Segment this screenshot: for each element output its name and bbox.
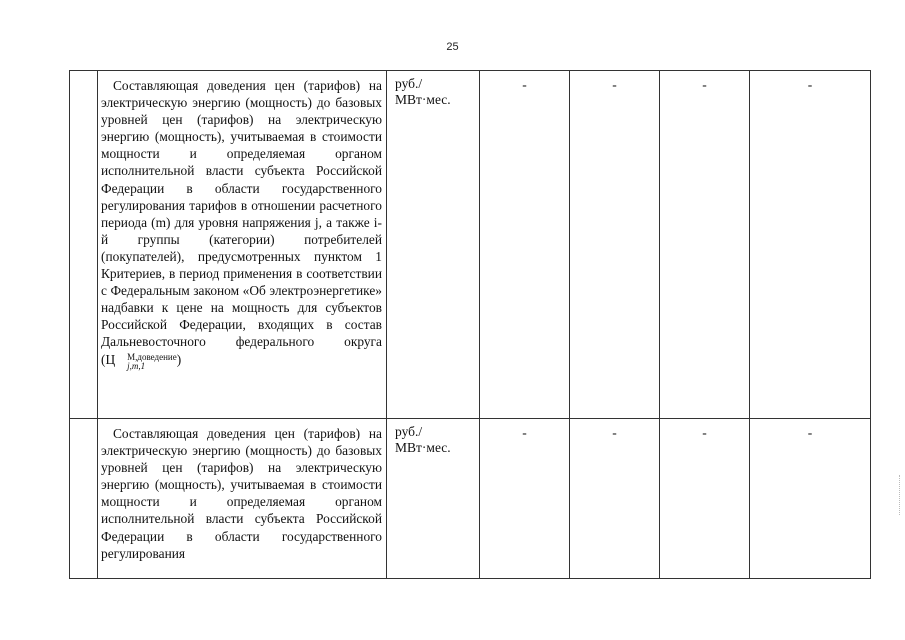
description-cell [98,419,387,579]
row-number-cell [70,71,98,419]
value-cell: - [660,419,750,579]
unit-line-1: руб./ [395,424,423,439]
tariff-table [69,70,871,579]
row-number-cell [70,419,98,579]
page-number: 25 [446,41,459,53]
symbol-superscript: М,доведение [127,351,177,362]
value-cell: - [750,419,871,579]
symbol-subscript: j,m,1 [127,360,146,371]
symbol-base: (Ц [101,351,116,367]
unit-line-2: МВт·мес. [395,440,451,455]
unit-cell [387,419,480,579]
value-cell: - [570,419,660,579]
value-cell: - [570,71,660,419]
description-text: Составляющая доведения цен (тарифов) на электрическую энергию (мощность) до базовых уровней цен (тарифов) на электрическую энергию (мощность), учитываемая в стоимости мощности и определяемая органом исполнительной власти субъекта Российской Федерации в области государственного регулирования [101,426,382,561]
scan-edge-mark [899,475,901,515]
unit-cell [387,71,480,419]
value-cell: - [480,71,570,419]
table-row [70,419,871,579]
description-body: Составляющая доведения цен (тарифов) на электрическую энергию (мощность) до базовых уровней цен (тарифов) на электрическую энергию (мощность), учитываемая в стоимости мощности и определяемая органом исполнительной власти субъекта Российской Федерации в области государственного регулирования тарифов в отношении расчетного периода (m) для уровня напряжения j, а также i-й группы (категории) потребителей (покупателей), предусмотренных пунктом 1 Критериев, в период применения в соответствии с Федеральным законом «Об электроэнергетике» надбавки к цене на мощность для субъектов Российской Федерации, входящих в состав Дальневосточного федерального округа [101,78,382,350]
unit-line-2: МВт·мес. [395,92,451,107]
formula-symbol [101,351,182,371]
symbol-indices [115,353,177,371]
value-cell: - [750,71,871,419]
symbol-close: ) [176,351,182,367]
value-cell: - [480,419,570,579]
description-text [101,77,382,371]
value-cell: - [660,71,750,419]
table-row [70,71,871,419]
unit-line-1: руб./ [395,76,423,91]
description-cell [98,71,387,419]
